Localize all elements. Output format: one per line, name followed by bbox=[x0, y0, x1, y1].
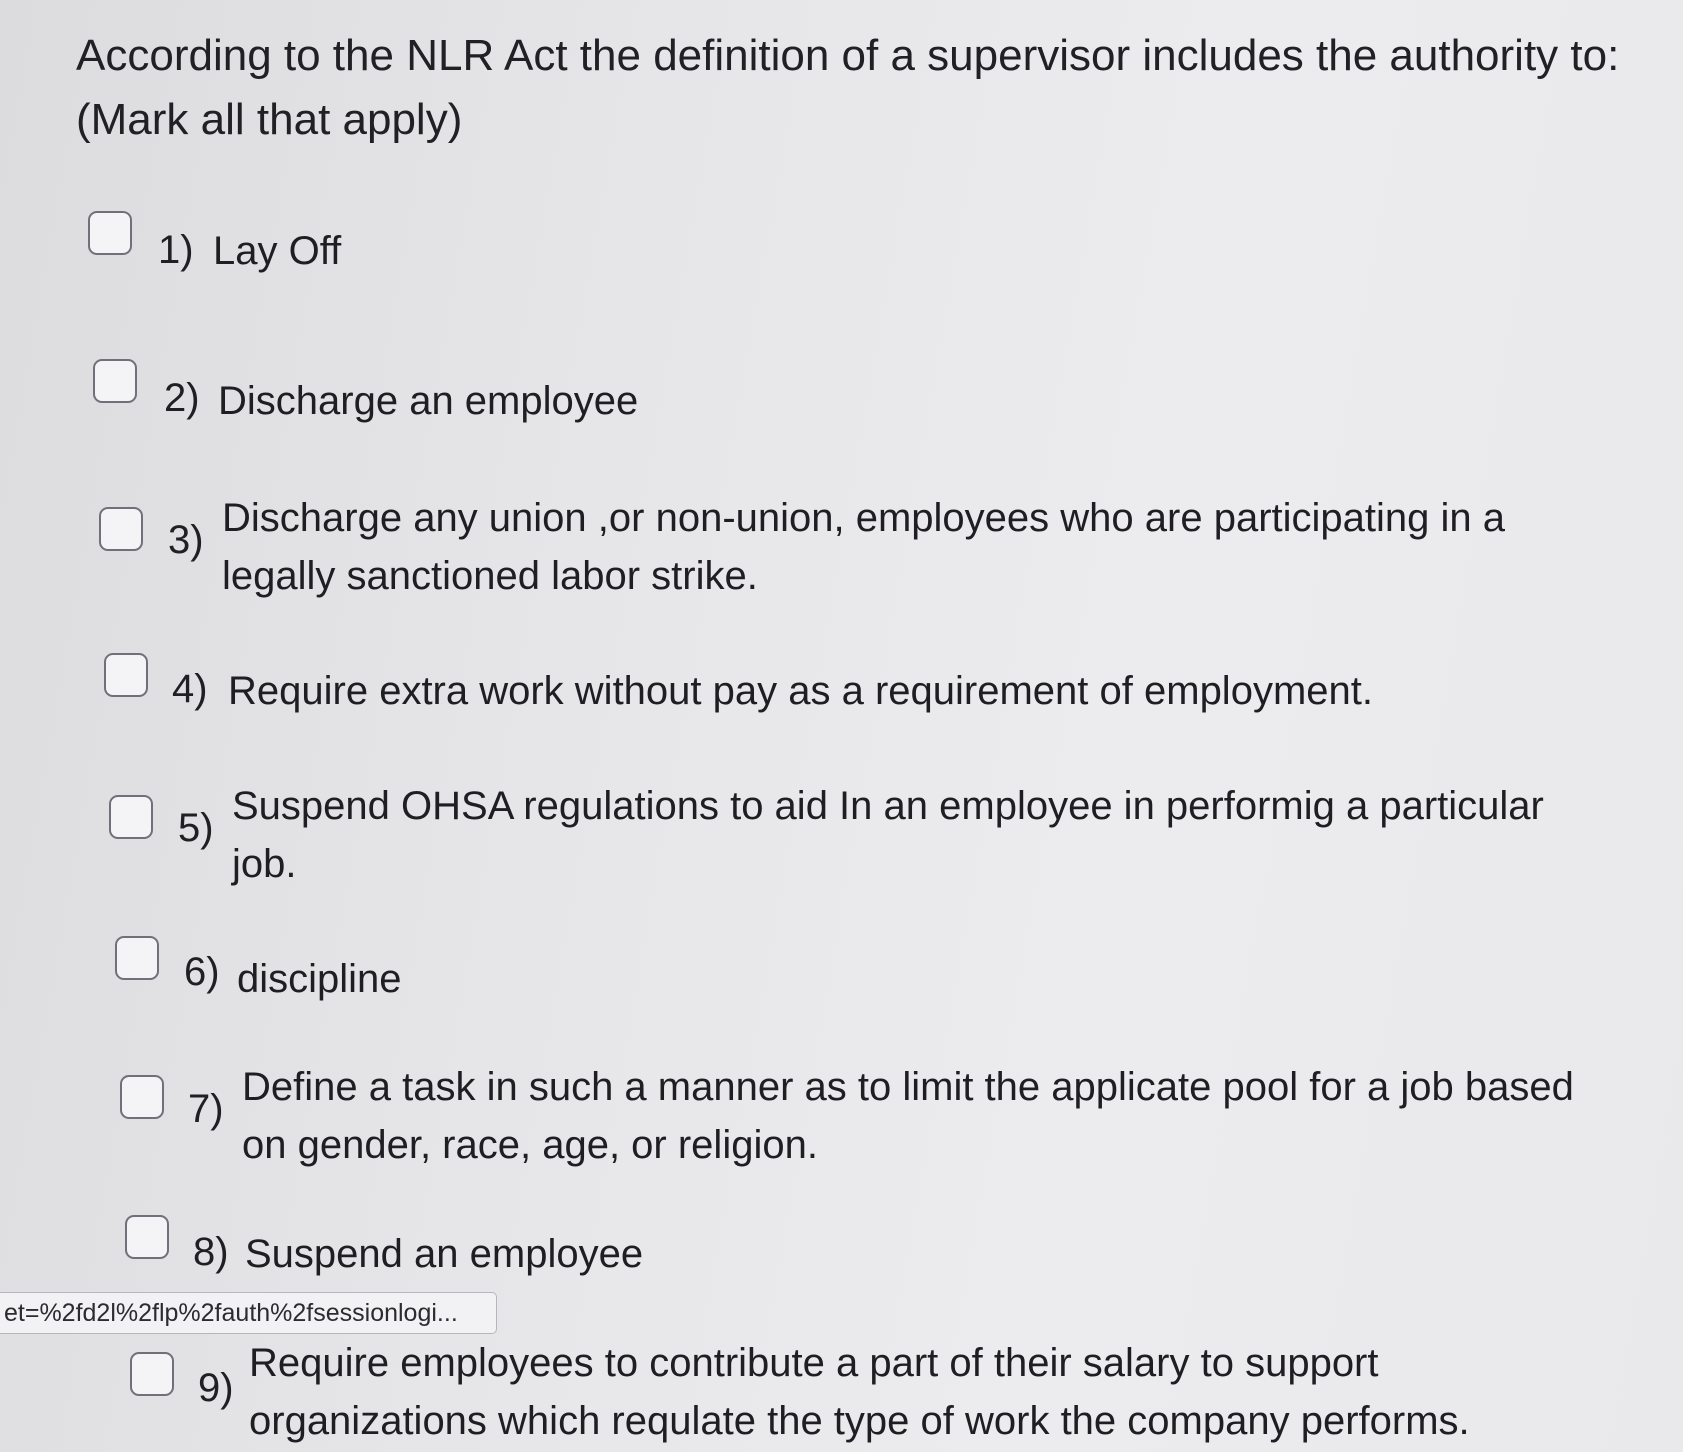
option-4-number: 4) bbox=[172, 667, 208, 711]
option-1-number: 1) bbox=[158, 228, 194, 272]
option-8-label[interactable]: Suspend an employee bbox=[245, 1232, 644, 1276]
option-6-checkbox[interactable] bbox=[115, 936, 159, 980]
option-1-label[interactable]: Lay Off bbox=[213, 229, 342, 273]
option-6-number: 6) bbox=[184, 950, 220, 994]
option-4-checkbox[interactable] bbox=[104, 653, 148, 697]
option-4-label[interactable]: Require extra work without pay as a requirement of employment. bbox=[228, 669, 1373, 713]
option-2-checkbox[interactable] bbox=[93, 359, 137, 403]
option-5-label[interactable]: Suspend OHSA regulations to aid In an employee in performig a particular job. bbox=[232, 784, 1544, 886]
question-prompt bbox=[76, 24, 1656, 152]
option-2-label[interactable]: Discharge an employee bbox=[218, 379, 639, 423]
option-7-label[interactable]: Define a task in such a manner as to limit the applicate pool for a job based on gender, race, age, or religion. bbox=[242, 1065, 1574, 1167]
option-8-number: 8) bbox=[193, 1230, 229, 1274]
option-9-label[interactable]: Require employees to contribute a part of their salary to support organizations which requlate the type of work the company performs. bbox=[249, 1341, 1470, 1443]
question-instruction: (Mark all that apply) bbox=[76, 95, 463, 144]
option-2-number: 2) bbox=[164, 376, 200, 420]
option-7-checkbox[interactable] bbox=[120, 1075, 164, 1119]
status-url-bar: et=%2fd2l%2flp%2fauth%2fsessionlogi... bbox=[0, 1292, 497, 1334]
option-6-label[interactable]: discipline bbox=[237, 957, 402, 1001]
option-3-label[interactable]: Discharge any union ,or non-union, employees who are participating in a legally sanctioned labor strike. bbox=[222, 496, 1505, 598]
option-8-checkbox[interactable] bbox=[125, 1215, 169, 1259]
option-3-checkbox[interactable] bbox=[99, 507, 143, 551]
option-7-number: 7) bbox=[188, 1087, 224, 1131]
option-9-checkbox[interactable] bbox=[130, 1352, 174, 1396]
option-1-checkbox[interactable] bbox=[88, 211, 132, 255]
option-9-number: 9) bbox=[198, 1366, 234, 1410]
option-3-number: 3) bbox=[168, 518, 204, 562]
option-5-checkbox[interactable] bbox=[109, 795, 153, 839]
option-5-number: 5) bbox=[178, 806, 214, 850]
question-text: According to the NLR Act the definition of a supervisor includes the authority to: bbox=[76, 31, 1620, 80]
